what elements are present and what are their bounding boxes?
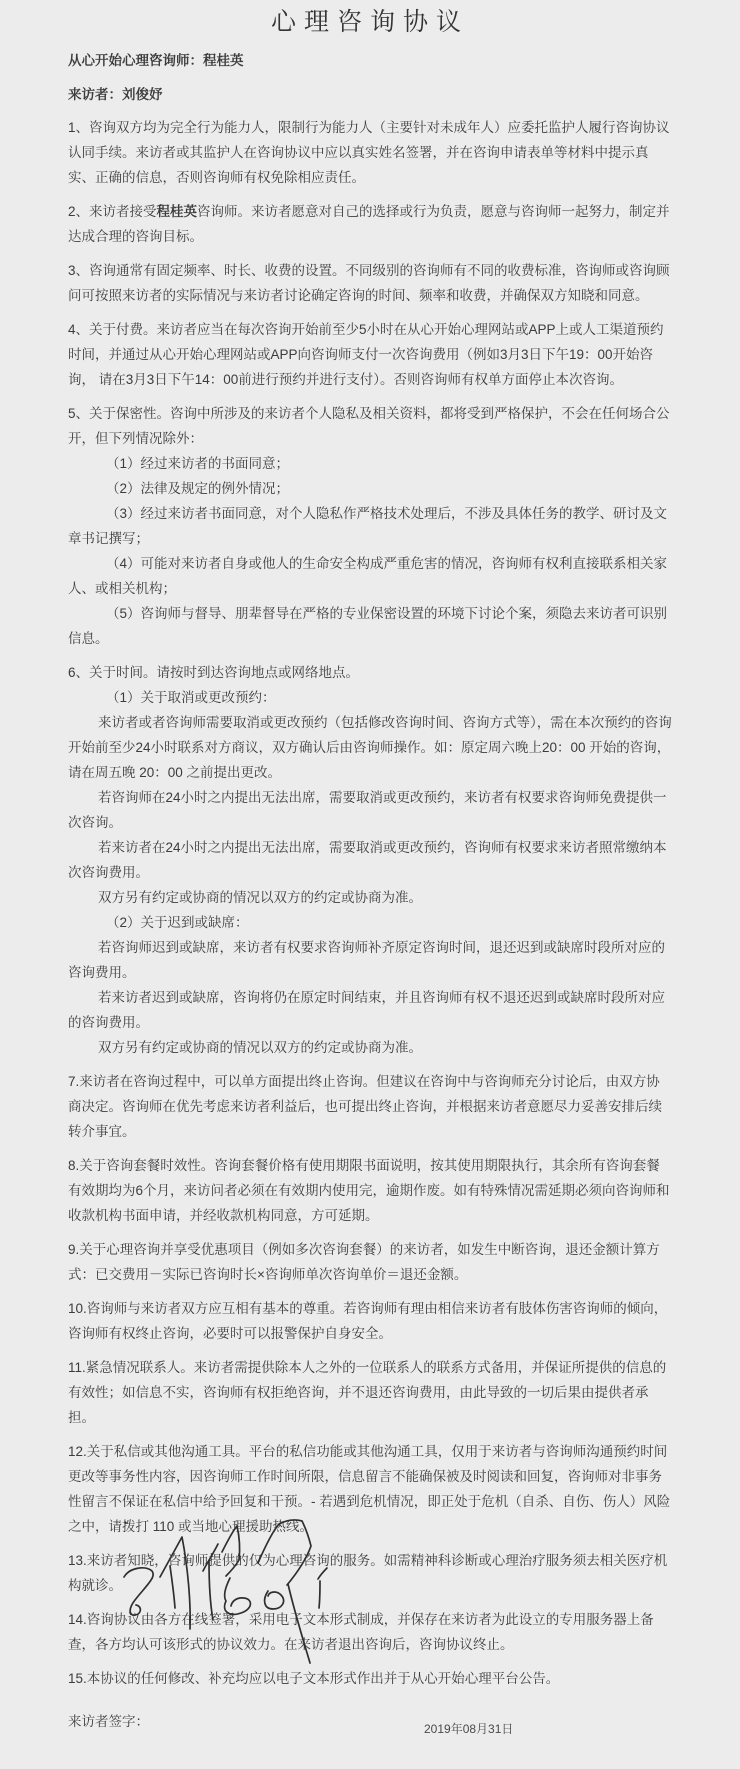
clause-5	[68, 401, 672, 651]
signature-stroke	[288, 1584, 310, 1663]
signature-dot	[125, 1522, 126, 1523]
clause-15: 15.本协议的任何修改、补充均应以电子文本形式作出并于从心开始心理平台公告。	[68, 1671, 560, 1686]
visitor-line: 来访者：刘俊妤	[68, 87, 163, 102]
clause-6-sub1-title: （1）关于取消或更改预约：	[106, 690, 276, 705]
clause-6-line: 若咨询师迟到或缺席，来访者有权要求咨询师补齐原定咨询时间，退还迟到或缺席时段所对应的咨询费用。	[68, 940, 665, 980]
signature-stroke	[265, 1591, 284, 1609]
clause-2	[68, 199, 672, 249]
clause-5-item: （5）咨询师与督导、朋辈督导在严格的专业保密设置的环境下讨论个案，须隐去来访者可识别信息。	[68, 606, 668, 646]
clause-2-pre: 2、来访者接受	[68, 204, 157, 219]
signature-stroke	[258, 1520, 311, 1585]
clause-6-line: 若来访者迟到或缺席，咨询将仍在原定时间结束，并且咨询师有权不退还迟到或缺席时段所对应的咨询费用。	[68, 990, 665, 1030]
clause-12: 12.关于私信或其他沟通工具。平台的私信功能或其他沟通工具，仅用于来访者与咨询师沟通预约时间更改等事务性内容，因咨询师工作时间所限，信息留言不能确保被及时阅读和回复，咨询师对非事务性留言不保证在私信中给予回复和干预。- 若遇到危机情况，即正处于危机（自杀、自伤、伤人）风险之中，请拨打 110 或当地心理援助热线。	[68, 1444, 671, 1534]
clause-5-intro: 5、关于保密性。咨询中所涉及的来访者个人隐私及相关资料，都将受到严格保护，不会在任何场合公开，但下列情况除外：	[68, 406, 670, 446]
clause-5-item: （3）经过来访者书面同意，对个人隐私作严格技术处理后，不涉及具体任务的教学、研讨及文章书记撰写；	[68, 506, 668, 546]
clause-4: 4、关于付费。来访者应当在每次咨询开始前至少5小时在从心开始心理网站或APP上或人工渠道预约时间，并通过从心开始心理网站或APP向咨询师支付一次咨询费用（例如3月3日下午19：00开始咨询， 请在3月3日下午14：00前进行预约并进行支付）。否则咨询师有权单方面停止本次咨询。	[68, 322, 664, 387]
signature-stroke	[170, 1566, 175, 1608]
clause-5-item: （1）经过来访者的书面同意；	[106, 456, 290, 471]
signature-stroke	[203, 1544, 218, 1620]
clause-14: 14.咨询协议由各方在线签署，采用电子文本形式制成，并保存在来访者为此设立的专用服务器上备查，各方均认可该形式的协议效力。在来访者退出咨询后，咨询协议终止。	[68, 1612, 654, 1652]
clause-5-item: （4）可能对来访者自身或他人的生命安全构成严重危害的情况，咨询师有权利直接联系相关家人、或相关机构；	[68, 556, 668, 596]
clause-6-intro: 6、关于时间。请按时到达咨询地点或网络地点。	[68, 665, 360, 680]
clause-10: 10.咨询师与来访者双方应互相有基本的尊重。若咨询师有理由相信来访者有肢体伤害咨询师的倾向，咨询师有权终止咨询，必要时可以报警保护自身安全。	[68, 1301, 668, 1341]
clause-11: 11.紧急情况联系人。来访者需提供除本人之外的一位联系人的联系方式备用，并保证所提供的信息的有效性；如信息不实，咨询师有权拒绝咨询，并不退还咨询费用，由此导致的一切后果由提供者承担。	[68, 1360, 667, 1425]
clause-5-item: （2）法律及规定的例外情况；	[106, 481, 290, 496]
clause-6-line: 来访者或者咨询师需要取消或更改预约（包括修改咨询时间、咨询方式等），需在本次预约的咨询开始前至少24小时联系对方商议，双方确认后由咨询师操作。如：原定周六晚上20：00 开始的咨询，请在周五晚 20：00 之前提出更改。	[68, 715, 672, 780]
signature-stroke	[318, 1568, 327, 1608]
handwritten-signature	[118, 1516, 330, 1674]
signature-stroke	[222, 1526, 240, 1576]
clause-8: 8.关于咨询套餐时效性。咨询套餐价格有使用期限书面说明，按其使用期限执行，其余所有咨询套餐有效期均为6个月，来访问者必须在有效期内使用完，逾期作废。如有特殊情况需延期必须向咨询师和收款机构书面申请，并经收款机构同意，方可延期。	[68, 1158, 670, 1223]
signature-date: 2019年08月31日	[424, 1722, 514, 1736]
clause-2-post: 咨询师。来访者愿意对自己的选择或行为负责，愿意与咨询师一起努力，制定并达成合理的咨询目标。	[68, 204, 670, 244]
signature-stroke	[225, 1578, 251, 1614]
clause-6-line: 双方另有约定或协商的情况以双方的约定或协商为准。	[98, 1040, 422, 1055]
clause-6-line: 若咨询师在24小时之内提出无法出席，需要取消或更改预约，来访者有权要求咨询师免费提供一次咨询。	[68, 790, 667, 830]
page-title: 心理咨询协议	[270, 8, 469, 36]
clause-6	[68, 660, 672, 1060]
clause-3: 3、咨询通常有固定频率、时长、收费的设置。不同级别的咨询师有不同的收费标准，咨询师或咨询顾问可按照来访者的实际情况与来访者讨论确定咨询的时间、频率和收费，并确保双方知晓和同意。	[68, 263, 670, 303]
clause-9: 9.关于心理咨询并享受优惠项目（例如多次咨询套餐）的来访者，如发生中断咨询，退还金额计算方式：已交费用－实际已咨询时长×咨询师单次咨询单价＝退还金额。	[68, 1242, 660, 1282]
signature-label: 来访者签字：	[68, 1714, 149, 1729]
clause-7: 7.来访者在咨询过程中，可以单方面提出终止咨询。但建议在咨询中与咨询师充分讨论后，由双方协商决定。咨询师在优先考虑来访者利益后，也可提出终止咨询，并根据来访者意愿尽力妥善安排后续转介事宜。	[68, 1074, 662, 1139]
clause-6-line: 双方另有约定或协商的情况以双方的约定或协商为准。	[98, 890, 422, 905]
clause-6-line: 若来访者在24小时之内提出无法出席，需要取消或更改预约，咨询师有权要求来访者照常缴纳本次咨询费用。	[68, 840, 667, 880]
clause-13: 13.来访者知晓，咨询师提供的仅为心理咨询的服务。如需精神科诊断或心理治疗服务须去相关医疗机构就诊。	[68, 1553, 668, 1593]
clause-1: 1、咨询双方均为完全行为能力人，限制行为能力人（主要针对未成年人）应委托监护人履行咨询协议认同手续。来访者或其监护人在咨询协议中应以真实姓名签署，并在咨询申请表单等材料中提示真实、正确的信息，否则咨询师有权免除相应责任。	[68, 120, 670, 185]
clause-6-sub2-title: （2）关于迟到或缺席：	[106, 915, 249, 930]
signature-stroke	[160, 1537, 190, 1629]
counselor-line: 从心开始心理咨询师：程桂英	[68, 53, 244, 68]
signature-stroke	[124, 1568, 153, 1615]
clause-2-counselor-name: 程桂英	[156, 204, 198, 219]
